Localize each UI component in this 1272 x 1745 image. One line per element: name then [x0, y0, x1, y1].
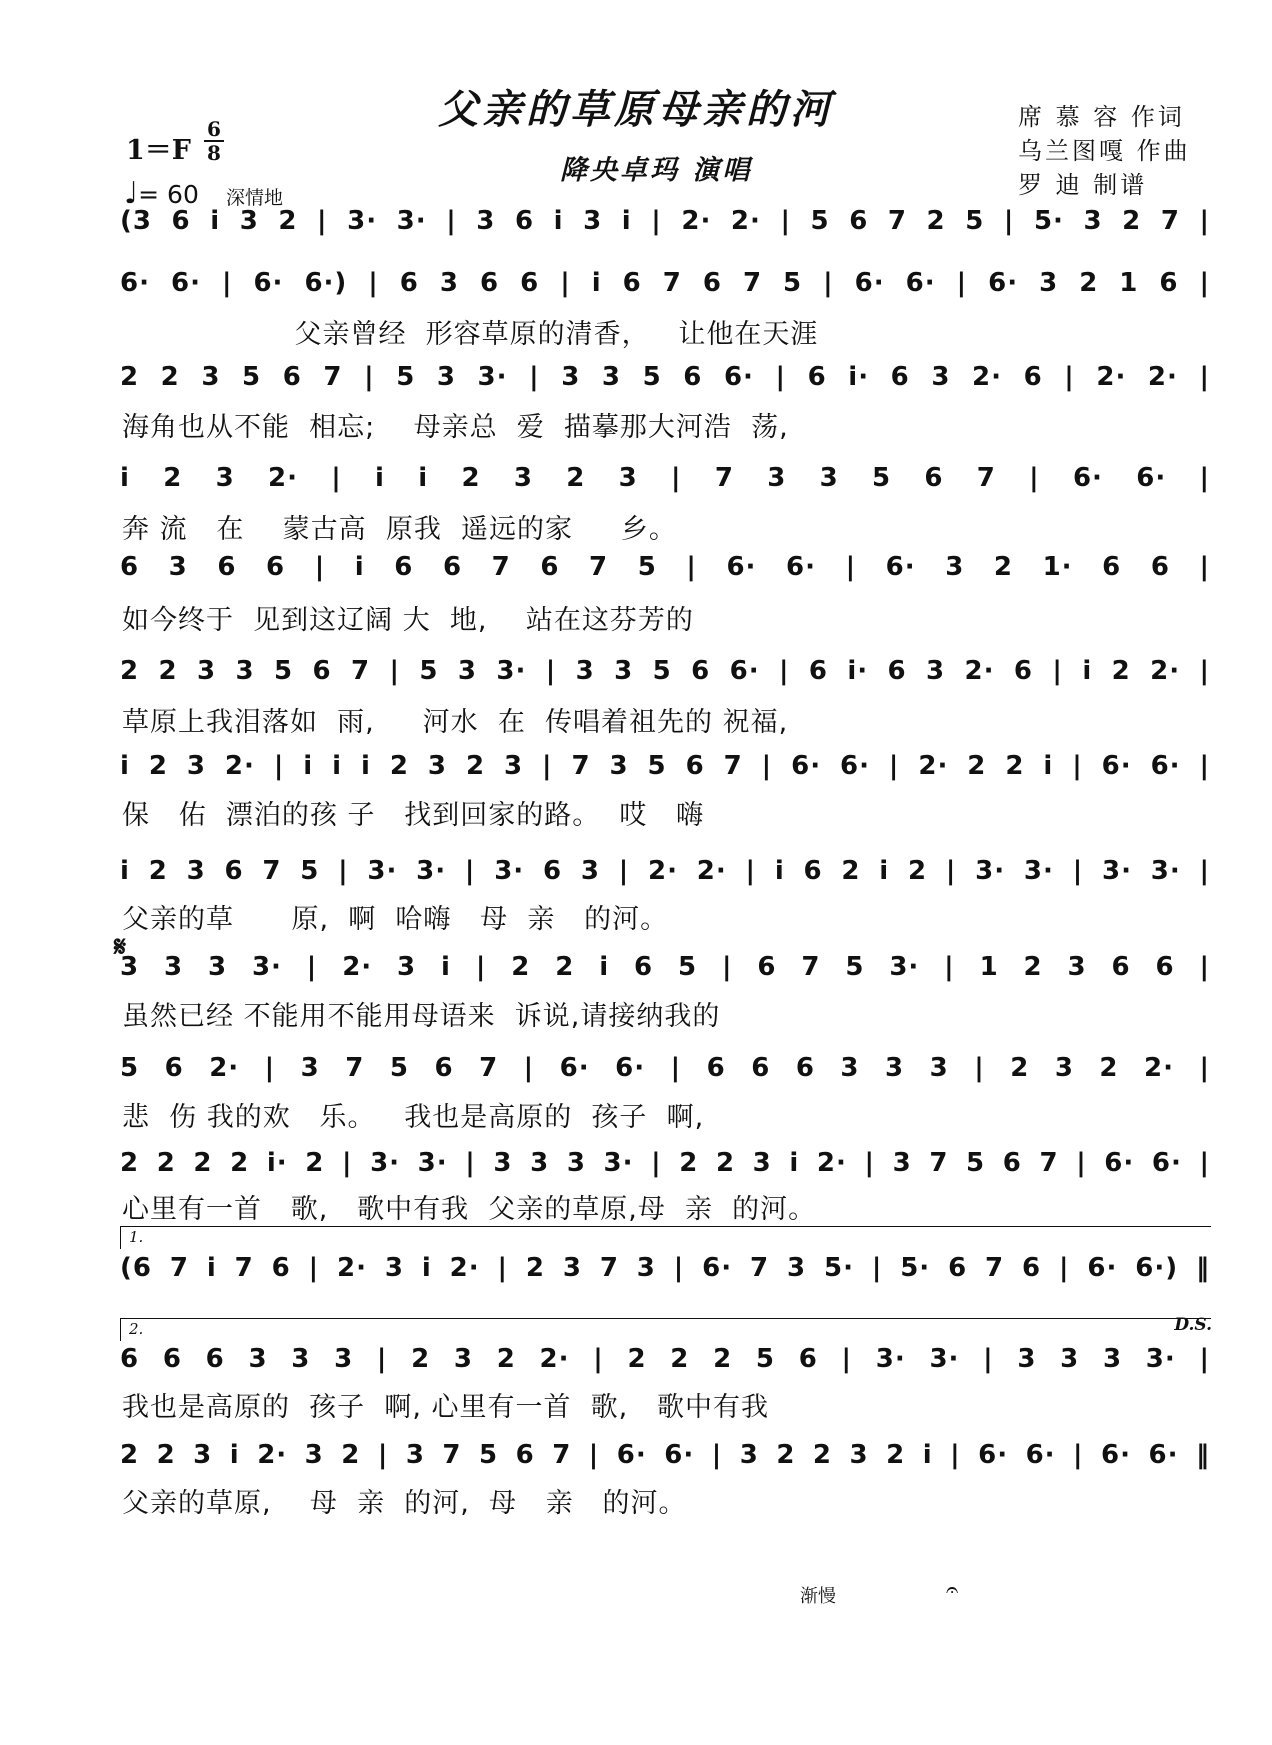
- score-row-5-notes: 6 3 6 6 | i 6 6 7 6 7 5 | 6· 6· | 6· 3 2 1· 6 6 |: [120, 552, 1210, 582]
- score-row-13-notes: 6 6 6 3 3 3 | 2 3 2 2· | 2 2 2 5 6 | 3· 3· | 3 3 3 3· |: [120, 1344, 1210, 1374]
- score-row-5-lyrics: 如今终于 见到这辽阔 大 地, 站在这芬芳的: [122, 605, 694, 636]
- meter-top: 6: [207, 117, 221, 141]
- credits: [1018, 100, 1191, 202]
- segno-icon: 𝄋: [114, 930, 127, 963]
- score-row-4-notes: i 2 3 2· | i i 2 3 2 3 | 7 3 3 5 6 7 | 6· 6· |: [120, 463, 1210, 493]
- lyricist-credit: 席 慕 容 作词: [1018, 103, 1185, 131]
- dal-segno-marking: D.S.: [1174, 1315, 1212, 1335]
- transcriber-credit: 罗 迪 制谱: [1018, 171, 1148, 199]
- score-row-1-notes: (3 6 i 3 2 | 3· 3· | 3 6 i 3 i | 2· 2· | 5 6 7 2 5 | 5· 3 2 7 |: [120, 206, 1210, 236]
- score-row-7-lyrics: 保 佑 漂泊的孩 子 找到回家的路。 哎 嗨: [122, 800, 705, 831]
- score-row-10-lyrics: 悲 伤 我的欢 乐。 我也是高原的 孩子 啊,: [122, 1102, 705, 1133]
- volta-1-label: 1.: [129, 1228, 144, 1246]
- singer-credit: 降央卓玛 演唱: [560, 155, 753, 186]
- ritardando-marking: 渐慢: [800, 1586, 836, 1607]
- score-row-14-notes: 2 2 3 i 2· 3 2 | 3 7 5 6 7 | 6· 6· | 3 2 2 3 2 i | 6· 6· | 6· 6· ‖: [120, 1440, 1210, 1470]
- volta-bracket-2: [120, 1318, 1211, 1341]
- meter-bottom: 8: [207, 141, 221, 165]
- composer-credit: 乌兰图嘎 作曲: [1018, 137, 1191, 165]
- score-row-14-lyrics: 父亲的草原, 母 亲 的河, 母 亲 的河。: [122, 1488, 687, 1519]
- score-row-9-notes: 3 3 3 3· | 2· 3 i | 2 2 i 6 5 | 6 7 5 3· | 1 2 3 6 6 |: [120, 952, 1210, 982]
- volta-2-label: 2.: [129, 1320, 144, 1338]
- score-row-3-notes: 2 2 3 5 6 7 | 5 3 3· | 3 3 5 6 6· | 6 i· 6 3 2· 6 | 2· 2· |: [120, 362, 1210, 392]
- score-row-8-notes: i 2 3 6 7 5 | 3· 3· | 3· 6 3 | 2· 2· | i 6 2 i 2 | 3· 3· | 3· 3· |: [120, 856, 1210, 886]
- quarter-note-icon: ♩: [124, 176, 139, 211]
- score-row-6-notes: 2 2 3 3 5 6 7 | 5 3 3· | 3 3 5 6 6· | 6 i· 6 3 2· 6 | i 2 2· |: [120, 656, 1210, 686]
- score-row-9-lyrics: 虽然已经 不能用不能用母语来 诉说,请接纳我的: [122, 1001, 721, 1032]
- tempo-value: = 60: [138, 180, 199, 209]
- score-row-6-lyrics: 草原上我泪落如 雨, 河水 在 传唱着祖先的 祝福,: [122, 707, 789, 738]
- time-signature: [204, 118, 224, 164]
- fermata-icon: 𝄐: [946, 1578, 959, 1603]
- volta-bracket-1: [120, 1226, 1211, 1249]
- score-row-4-lyrics: 奔 流 在 蒙古高 原我 遥远的家 乡。: [122, 514, 677, 545]
- score-row-2-lyrics: 父亲曾经 形容草原的清香， 让他在天涯: [122, 319, 819, 350]
- score-row-2-notes: 6· 6· | 6· 6·) | 6 3 6 6 | i 6 7 6 7 5 | 6· 6· | 6· 3 2 1 6 |: [120, 268, 1210, 298]
- key-signature: 1＝F: [126, 135, 191, 166]
- score-row-3-lyrics: 海角也从不能 相忘; 母亲总 爱 描摹那大河浩 荡,: [122, 412, 789, 443]
- expression-marking: 深情地: [226, 187, 284, 209]
- score-row-11-notes: 2 2 2 2 i· 2 | 3· 3· | 3 3 3 3· | 2 2 3 i 2· | 3 7 5 6 7 | 6· 6· |: [120, 1148, 1210, 1178]
- score-row-12-notes: (6 7 i 7 6 | 2· 3 i 2· | 2 3 7 3 | 6· 7 3 5· | 5· 6 7 6 | 6· 6·) ‖: [120, 1253, 1210, 1283]
- song-title: 父亲的草原母亲的河: [438, 86, 834, 133]
- score-row-11-lyrics: 心里有一首 歌, 歌中有我 父亲的草原,母 亲 的河。: [122, 1194, 817, 1225]
- score-row-10-notes: 5 6 2· | 3 7 5 6 7 | 6· 6· | 6 6 6 3 3 3 | 2 3 2 2· |: [120, 1053, 1210, 1083]
- score-row-13-lyrics: 我也是高原的 孩子 啊, 心里有一首 歌, 歌中有我: [122, 1392, 769, 1423]
- score-row-7-notes: i 2 3 2· | i i i 2 3 2 3 | 7 3 5 6 7 | 6· 6· | 2· 2 2 i | 6· 6· |: [120, 751, 1210, 781]
- score-row-8-lyrics: 父亲的草 原, 啊 哈嗨 母 亲 的河。: [122, 904, 669, 935]
